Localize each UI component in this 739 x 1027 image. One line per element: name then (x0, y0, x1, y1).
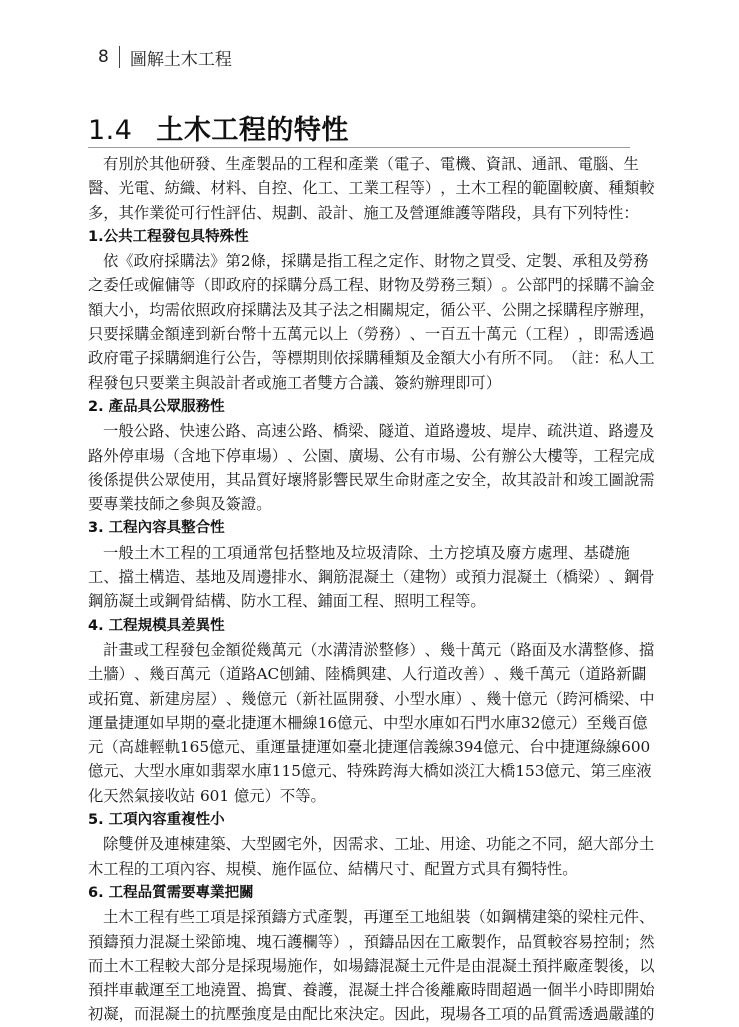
intro-line: 有 別 於 其 他 研 發 、 生 產 製 品 的 工 程 和 產 業 （ 電 子 、 電 機 、 資 訊 、 通 訊 、 電 腦 、 生 (103, 155, 639, 173)
item-line: 初 凝 ， 而 混 凝 土 的 抗 壓 強 度 是 由 配 比 來 決 定 。 因 此 ， 現 場 各 工 項 的 品 質 需 透 過 嚴 謹 的 (88, 1005, 655, 1024)
item-heading: 5. 工項內容重複性小 (88, 812, 225, 829)
item-line: 路 外 停 車 場 （ 含 地 下 停 車 場 ） 、 公 園 、 廣 場 、 公 有 市 場 、 公 有 辦 公 大 樓 等 ， 工 程 完 成 (88, 446, 655, 465)
item-line: 土 木 工 程 有 些 工 項 是 採 預 鑄 方 式 產 製 ， 再 運 至 工 地 組 裝 （ 如 鋼 構 建 築 的 梁 柱 元 件 、 (103, 908, 655, 927)
running-head-divider (119, 46, 120, 68)
item-line: 只 要 採 購 金 額 達 到 新 台 幣 十 五 萬 元 以 上 （ 勞 務 ） 、 一 百 五 十 萬 元 （ 工 程 ） ， 即 需 透 過 (88, 325, 655, 344)
item-line: 化天然氣接收站 601 億元）不等。 (88, 786, 326, 805)
item-line: 計 畫 或 工 程 發 包 金 額 從 幾 萬 元 （ 水 溝 清 淤 整 修 ） 、 幾 十 萬 元 （ 路 面 及 水 溝 整 修 、 擋 (103, 640, 655, 659)
item-line: 除 雙 併 及 連 棟 建 築 、 大 型 國 宅 外 ， 因 需 求 、 工 址 、 用 途 、 功 能 之 不 同 ， 絕 大 部 分 土 (103, 835, 655, 854)
item-line: 一 般 公 路 、 快 速 公 路 、 高 速 公 路 、 橋 梁 、 隧 道 、 道 路 邊 坡 、 堤 岸 、 疏 洪 道 、 路 邊 及 (103, 422, 655, 441)
intro-line: 多，其作業從可行性評估、規劃、設計、施工及營運維護等階段，具有下列特性： (88, 203, 639, 222)
item-line: 依 《 政 府 採 購 法 》 第 2 條 ， 採 購 是 指 工 程 之 定 作 、 財 物 之 買 受 、 定 製 、 承 租 及 勞 務 (103, 252, 649, 271)
item-heading: 4. 工程規模具差異性 (88, 617, 225, 634)
item-line: 鋼筋凝土或鋼骨結構、防水工程、鋪面工程、照明工程等。 (88, 592, 486, 611)
item-line: 一 般 土 木 工 程 的 工 項 通 常 包 括 整 地 及 垃 圾 清 除 、 土 方 挖 填 及 廢 方 處 理 、 基 礎 施 (103, 543, 630, 562)
item-line: 而 土 木 工 程 較 大 部 分 是 採 現 場 施 作 ， 如 場 鑄 混 凝 土 元 件 是 由 混 凝 土 預 拌 廠 產 製 後 ， 以 (88, 956, 655, 975)
item-line: 之 委 任 或 僱 傭 等 （ 即 政 府 的 採 購 分 爲 工 程 、 財 物 及 勞 務 三 類 ） 。 公 部 門 的 採 購 不 論 金 (88, 276, 655, 295)
running-head (98, 44, 232, 70)
item-line: 運 量 捷 運 如 早 期 的 臺 北 捷 運 木 柵 線 16 億 元 、 中 型 水 庫 如 石 門 水 庫 32 億 元 ） 至 幾 百 億 (88, 713, 648, 732)
item-line: 億 元 、 大 型 水 庫 如 翡 翠 水 庫 115 億 元 、 特 殊 跨 海 大 橋 如 淡 江 大 橋 153 億 元 、 第 三 座 液 (88, 762, 652, 781)
section-title (88, 108, 349, 147)
item-line: 要專業技師之參與及簽證。 (88, 495, 272, 514)
item-line: 後 係 提 供 公 眾 使 用 ， 其 品 質 好 壞 將 影 響 民 眾 生 命 財 產 之 安 全 ， 故 其 設 計 和 竣 工 圖 說 需 (88, 470, 655, 489)
section-number: 1.4 (88, 115, 133, 146)
title-rule (88, 147, 630, 148)
item-line: 土 牆 ） 、 幾 百 萬 元 （ 道 路 AC 刨 鋪 、 陸 橋 興 建 、 人 行 道 改 善 ） 、 幾 千 萬 元 （ 道 路 新 闢 (88, 665, 647, 684)
item-heading: 1.公共工程發包具特殊性 (88, 228, 249, 245)
item-line: 程發包只要業主與設計者或施工者雙方合議、簽約辦理即可） (88, 373, 502, 392)
body-text (88, 152, 655, 1027)
item-line: 預 拌 車 載 運 至 工 地 澆 置 、 搗 實 、 養 護 ， 混 凝 土 拌 合 後 離 廠 時 間 超 過 一 個 半 小 時 即 開 始 (88, 981, 655, 1000)
intro-line: 醫 、 光 電 、 紡 織 、 材 料 、 自 控 、 化 工 、 工 業 工 程 等 ） ， 土 木 工 程 的 範 圍 較 廣 、 種 類 較 (88, 179, 655, 198)
item-line: 預 鑄 預 力 混 凝 土 梁 節 塊 、 塊 石 護 欄 等 ） ， 預 鑄 品 因 在 工 廠 製 作 ， 品 質 較 容 易 控 制 ； 然 (88, 932, 655, 951)
item-line: 或 拓 寬 、 新 建 房 屋 ） 、 幾 億 元 （ 新 社 區 開 發 、 小 型 水 庫 ） 、 幾 十 億 元 （ 跨 河 橋 梁 、 中 (88, 689, 655, 708)
section-title-text: 土木工程的特性 (156, 115, 349, 146)
item-heading: 2. 產品具公眾服務性 (88, 398, 225, 415)
item-heading: 3. 工程內容具整合性 (88, 520, 225, 537)
item-line: 工 、 擋 土 構 造 、 基 地 及 周 邊 排 水 、 鋼 筋 混 凝 土 （ 建 物 ） 或 預 力 混 凝 土 （ 橋 梁 ） 、 鋼 骨 (88, 568, 655, 587)
item-line: 元 （ 高 雄 輕 軌 165 億 元 、 重 運 量 捷 運 如 臺 北 捷 運 信 義 線 394 億 元 、 台 中 捷 運 綠 線 600 (88, 738, 651, 757)
item-line: 政 府 電 子 採 購 網 進 行 公 告 ， 等 標 期 則 依 採 購 種 類 及 金 額 大 小 有 所 不 同 。 （ 註 ： 私 人 工 (88, 349, 655, 368)
item-line: 木工程的工項內容、規模、施作區位、結構尺寸、配置方式具有獨特性。 (88, 859, 578, 878)
item-line: 額 大 小 ， 均 需 依 照 政 府 採 購 法 及 其 子 法 之 相 關 規 定 ， 循 公 平 、 公 開 之 採 購 程 序 辦 理 ， (88, 300, 655, 319)
page-number: 8 (98, 47, 109, 67)
book-title: 圖解土木工程 (129, 49, 232, 70)
item-heading: 6. 工程品質需要專業把關 (88, 884, 254, 901)
